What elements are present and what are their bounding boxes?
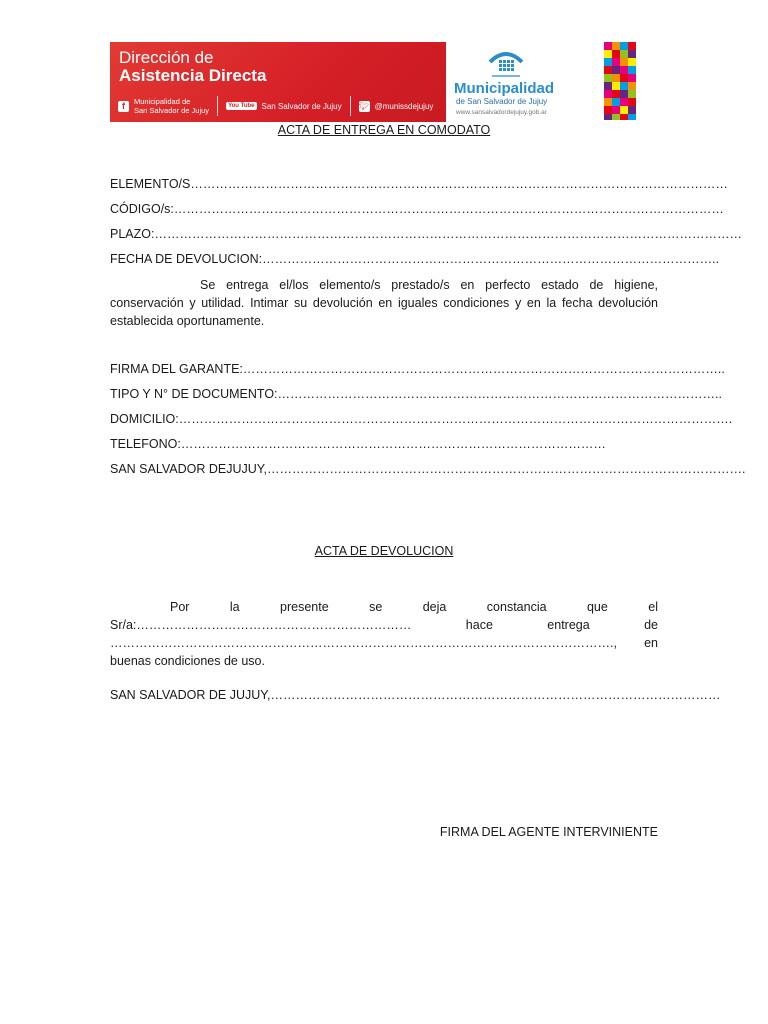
- facebook-line1: Municipalidad de: [134, 97, 191, 106]
- devolucion-title: ACTA DE DEVOLUCION: [314, 544, 454, 558]
- devolucion-place-line: SAN SALVADOR DE JUJUY,………………………………………………………………………………………………: [110, 688, 721, 702]
- municipality-logo-icon: [486, 48, 526, 80]
- entrega-paragraph: [110, 276, 658, 330]
- agent-signature-label: FIRMA DEL AGENTE INTERVINIENTE: [439, 825, 658, 839]
- field-fecha-devolucion: FECHA DE DEVOLUCION:………………………………………………………………………………………………..: [110, 252, 720, 266]
- field-firma-garante: FIRMA DEL GARANTE:……………………………………………………………………………………………………..: [110, 362, 725, 376]
- entrega-paragraph-text: Se entrega el/los elemento/s prestado/s en perfecto estado de higiene, conservación y utilidad. Intimar su devolución en iguales condiciones y en la fecha devolución establecida oportunamente.: [110, 278, 658, 328]
- field-domicilio: DOMICILIO:…………………………………………………………………………………………………………………….: [110, 412, 733, 426]
- field-codigos: CÓDIGO/s:……………………………………………………………………………………………………………………: [110, 202, 724, 216]
- logo-name: Municipalidad: [454, 80, 555, 97]
- mosaic-pattern-icon: [604, 42, 636, 120]
- logo-website: www.sansalvadordejujuy.gob.ar: [456, 109, 547, 116]
- banner-title-line1: Dirección de: [119, 48, 214, 67]
- field-documento: TIPO Y N° DE DOCUMENTO:……………………………………………………………………………………………..: [110, 387, 722, 401]
- field-telefono: TELEFONO:…………………………………………………………………………………………: [110, 437, 606, 451]
- banner-red-section: [110, 42, 446, 122]
- banner-logo-section: [446, 42, 636, 122]
- youtube-icon: You Tube: [228, 103, 255, 109]
- divider: [350, 96, 351, 116]
- youtube-text: San Salvador de Jujuy: [261, 101, 342, 111]
- banner-title-line2: Asistencia Directa: [119, 66, 267, 85]
- field-lugar-fecha: SAN SALVADOR DEJUJUY,…………………………………………………………………………………………………….: [110, 462, 746, 476]
- twitter-text: @munissdejujuy: [374, 101, 434, 111]
- devolucion-paragraph-text: Por la presente se deja constancia que el Sr/a:………………………………………………………… hace entrega de …………………………………………………………………………………………………………., en buenas condiciones de uso.: [110, 600, 658, 668]
- logo-subtitle: de San Salvador de Jujuy: [456, 97, 548, 106]
- facebook-icon: f: [118, 101, 129, 112]
- entrega-title: ACTA DE ENTREGA EN COMODATO: [277, 123, 491, 137]
- social-links: [118, 96, 433, 116]
- header-banner: [110, 42, 636, 122]
- field-plazo: PLAZO:……………………………………………………………………………………………………………………………: [110, 227, 742, 241]
- twitter-icon: 🐦︎: [359, 101, 370, 111]
- facebook-line2: San Salvador de Jujuy: [134, 106, 210, 115]
- field-elementos: ELEMENTO/S…………………………………………………………………………………………………………………: [110, 177, 728, 191]
- devolucion-paragraph: [110, 598, 658, 670]
- facebook-text: [134, 97, 209, 115]
- divider: [217, 96, 218, 116]
